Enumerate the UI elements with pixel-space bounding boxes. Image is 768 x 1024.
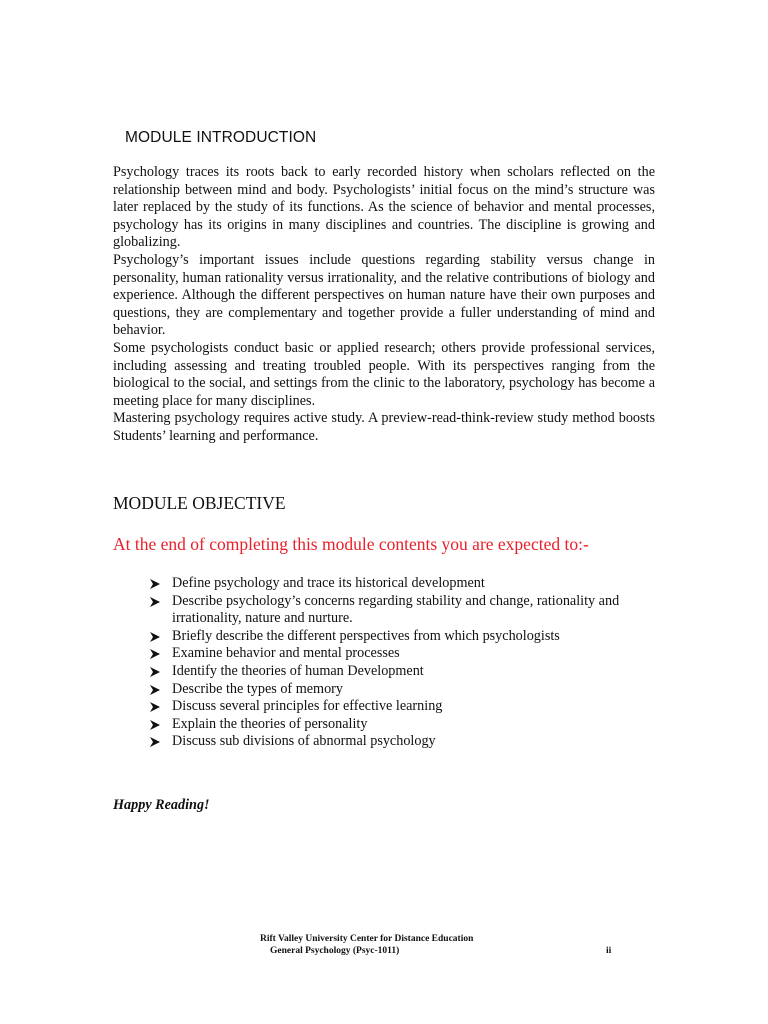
arrowhead-bullet-icon <box>150 733 166 750</box>
arrowhead-bullet-icon <box>150 593 166 610</box>
arrowhead-bullet-icon <box>150 716 166 733</box>
objectives-list <box>150 575 656 751</box>
objective-item <box>150 716 656 734</box>
objective-item <box>150 628 656 646</box>
objective-item <box>150 593 656 628</box>
footer-institution: Rift Valley University Center for Distance Education <box>260 934 474 944</box>
module-introduction-body <box>113 164 655 446</box>
intro-paragraph: Some psychologists conduct basic or applied research; others provide professional services, including assessing and treating troubled people. With its perspectives ranging from the biological to the social, and settings from the clinic to the laboratory, psychology has become a meeting place for many disciplines. <box>113 339 655 409</box>
intro-paragraph: Psychology traces its roots back to early recorded history when scholars reflected on the relationship between mind and body. Psychologists’ initial focus on the mind’s structure was later replaced by the study of its functions. As the science of behavior and mental processes, psychology has its origins in many disciplines and countries. The discipline is growing and globalizing. <box>113 164 655 251</box>
module-objective-heading: MODULE OBJECTIVE <box>113 493 286 513</box>
objective-item-text: Explain the theories of personality <box>172 715 368 732</box>
objective-item-text: Define psychology and trace its historical development <box>172 575 485 591</box>
arrowhead-bullet-icon <box>150 575 166 592</box>
intro-paragraph: Psychology’s important issues include questions regarding stability versus change in personality, human rationality versus irrationality, and the relative contributions of biology and experience. Although the different perspectives on human nature have their own purposes and questions, they are complementary and together provide a fuller understanding of mind and behavior. <box>113 251 655 339</box>
objective-item-text: Describe psychology’s concerns regarding stability and change, rationality and irrationality, nature and nurture. <box>172 592 620 627</box>
page-number: ii <box>606 946 612 956</box>
objective-item-text: Identify the theories of human Development <box>172 662 424 679</box>
objective-item <box>150 645 656 663</box>
module-introduction-heading: MODULE INTRODUCTION <box>125 129 317 146</box>
footer-course: General Psychology (Psyc-1011) <box>270 946 400 956</box>
objective-item <box>150 733 656 751</box>
arrowhead-bullet-icon <box>150 645 166 662</box>
objective-lead-text: At the end of completing this module contents you are expected to:- <box>113 534 589 554</box>
arrowhead-bullet-icon <box>150 663 166 680</box>
objective-item <box>150 681 656 699</box>
objective-item <box>150 698 656 716</box>
objective-item-text: Briefly describe the different perspectives from which psychologists <box>172 627 560 644</box>
objective-item <box>150 663 656 681</box>
arrowhead-bullet-icon <box>150 628 166 645</box>
intro-paragraph: Mastering psychology requires active study. A preview-read-think-review study method boosts Students’ learning and performance. <box>113 410 655 444</box>
arrowhead-bullet-icon <box>150 681 166 698</box>
objective-item-text: Describe the types of memory <box>172 680 343 697</box>
objective-item-text: Examine behavior and mental processes <box>172 645 400 662</box>
objective-item <box>150 575 656 593</box>
objective-item-text: Discuss several principles for effective learning <box>172 698 443 715</box>
closing-text: Happy Reading! <box>113 797 210 813</box>
objective-item-text: Discuss sub divisions of abnormal psychology <box>172 733 436 750</box>
arrowhead-bullet-icon <box>150 698 166 715</box>
